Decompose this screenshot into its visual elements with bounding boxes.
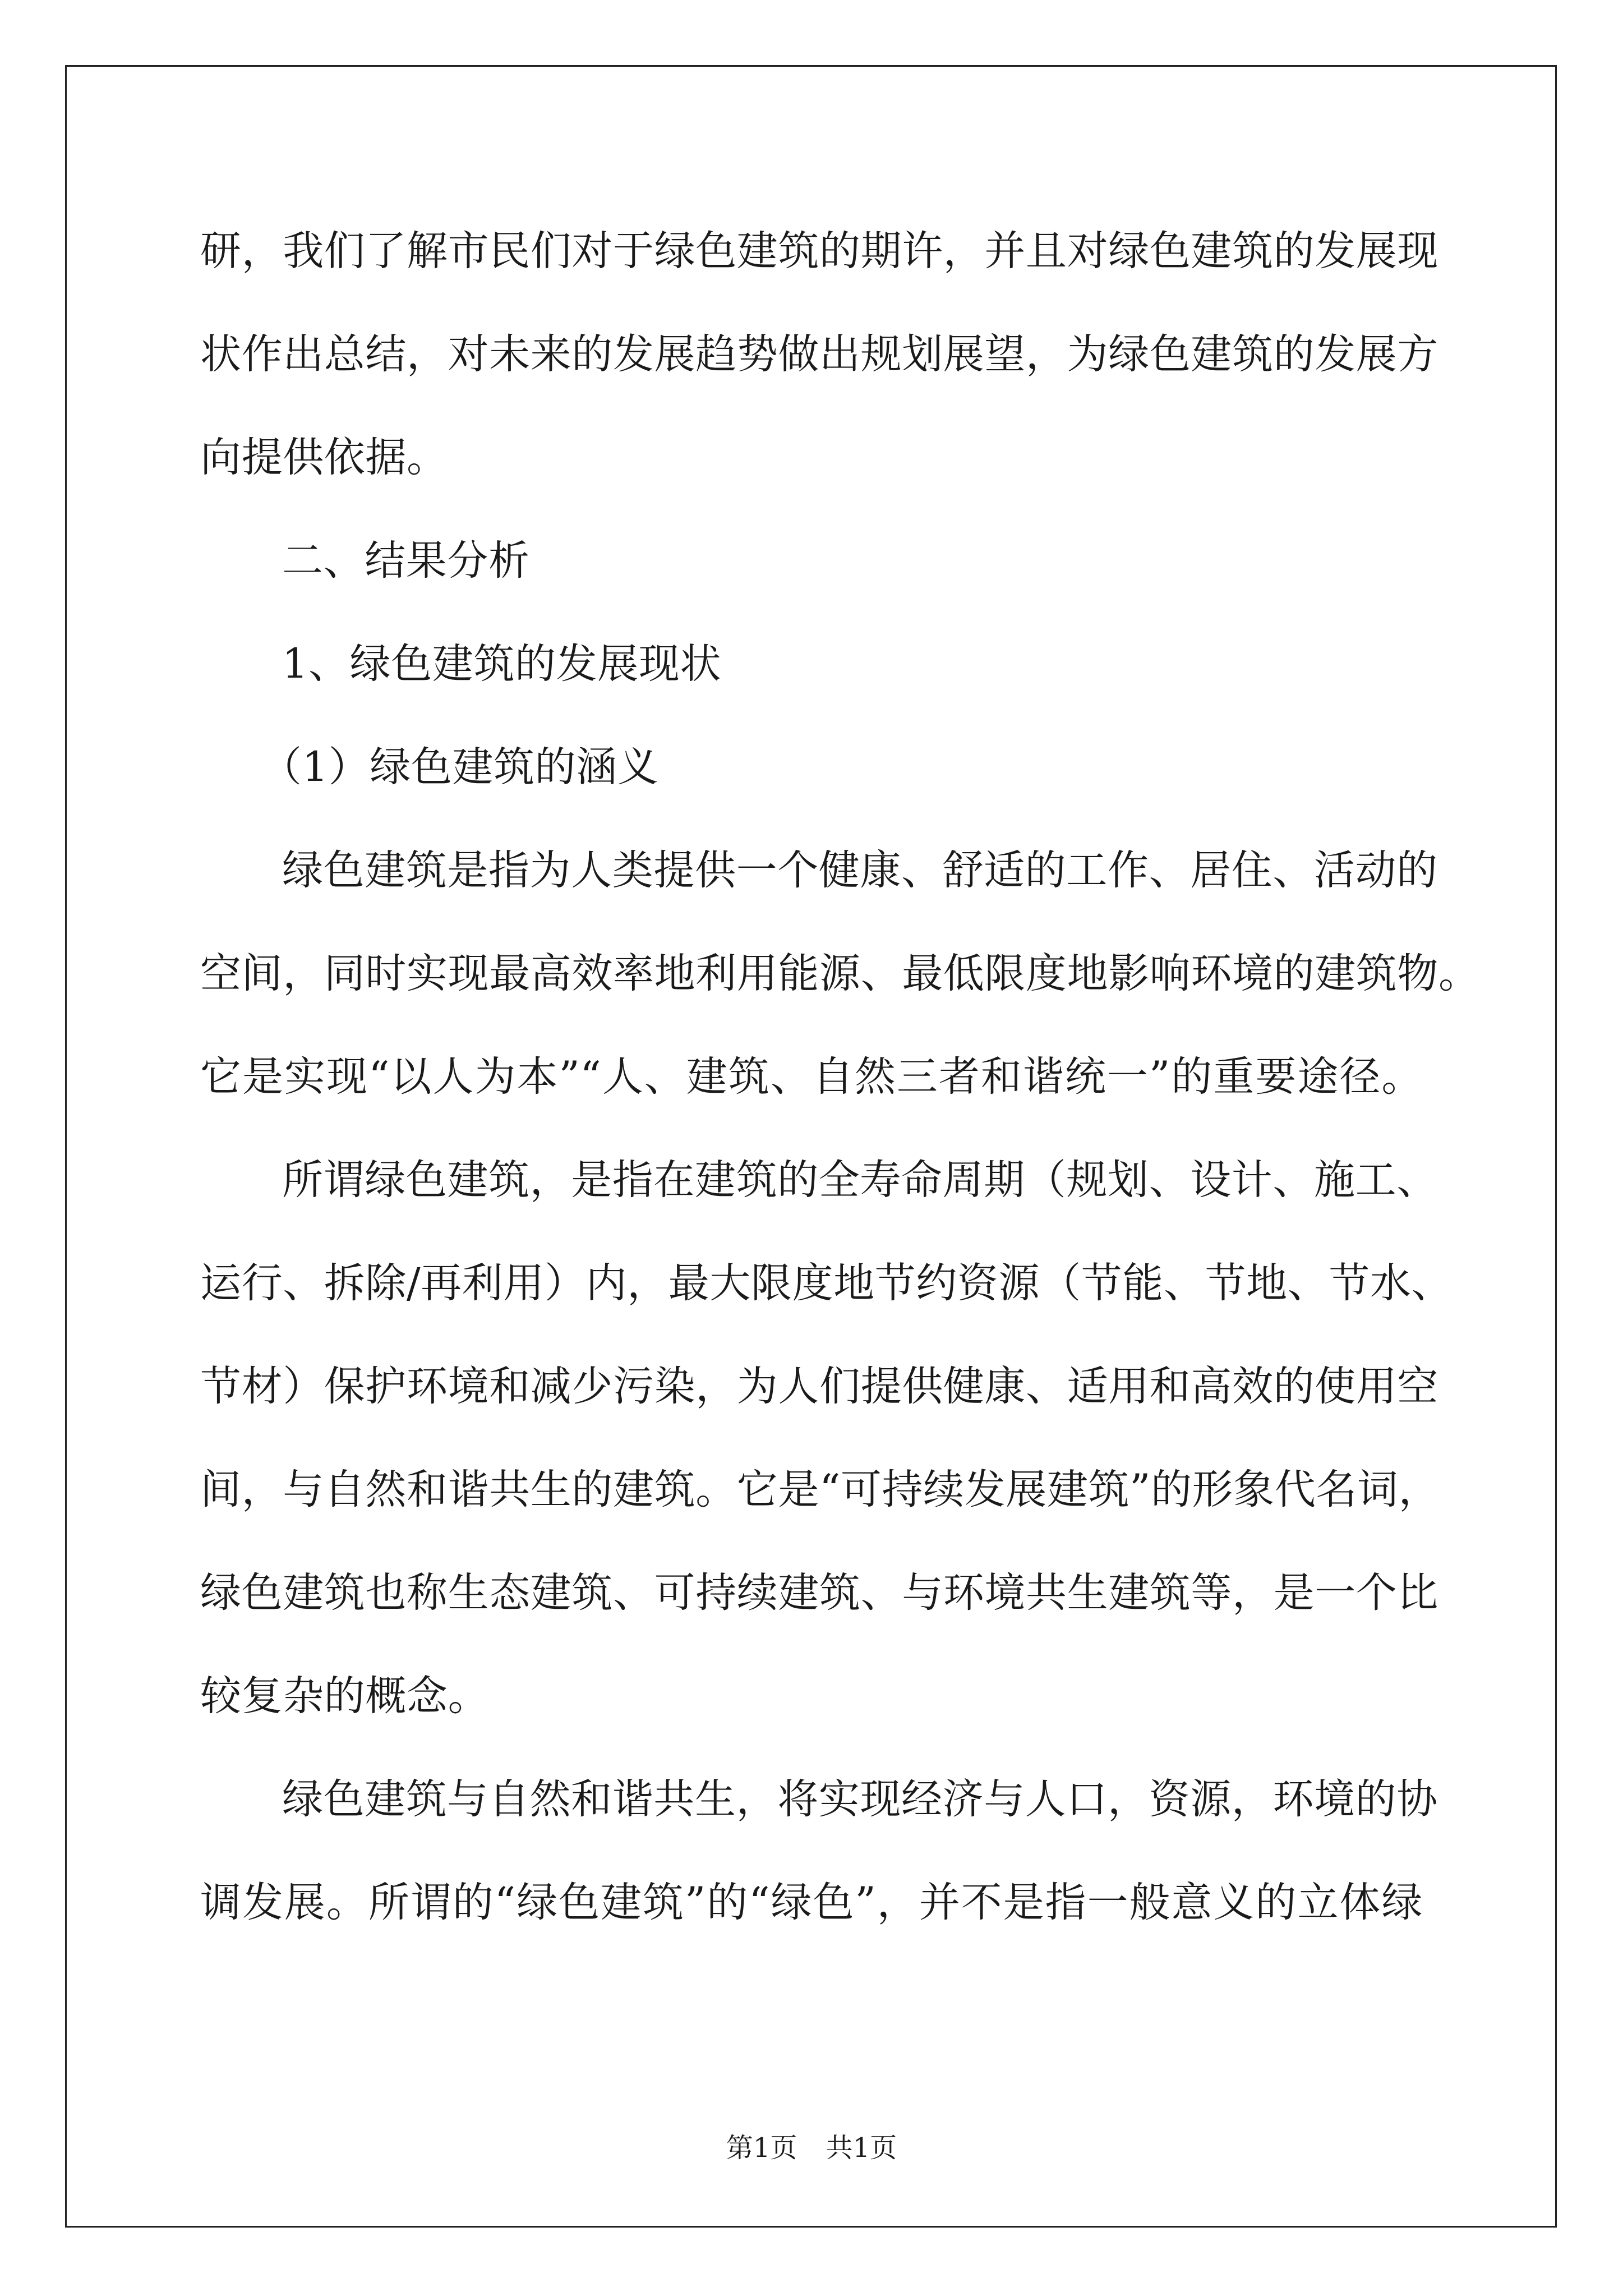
page-footer [0, 2126, 1623, 2165]
text-line: 它是实现“以人为本”“人、建筑、自然三者和谐统一”的重要途径。 [200, 1053, 1423, 1101]
text-line: 所谓绿色建筑，是指在建筑的全寿命周期（规划、设计、施工、 [282, 1156, 1438, 1204]
text-line: 间，与自然和谐共生的建筑。它是“可持续发展建筑”的形象代名词， [200, 1466, 1440, 1513]
document-body [200, 215, 1480, 1970]
page-total: 共1页 [826, 2132, 897, 2164]
text-line: 研，我们了解市民们对于绿色建筑的期许，并且对绿色建筑的发展现 [200, 227, 1438, 275]
page-number: 第1页 [726, 2132, 797, 2164]
text-line: 节材）保护环境和减少污染，为人们提供健康、适用和高效的使用空 [200, 1363, 1438, 1410]
text-line: 运行、拆除/再利用）内，最大限度地节约资源（节能、节地、节水、 [200, 1259, 1453, 1307]
text-line: 状作出总结，对未来的发展趋势做出规划展望，为绿色建筑的发展方 [200, 330, 1438, 378]
section-heading: 二、结果分析 [282, 537, 530, 585]
text-line: 较复杂的概念。 [200, 1672, 490, 1720]
text-line: 绿色建筑与自然和谐共生，将实现经济与人口，资源，环境的协 [282, 1775, 1438, 1823]
text-line: 调发展。所谓的“绿色建筑”的“绿色”，并不是指一般意义的立体绿 [200, 1879, 1423, 1926]
subsection-heading: 1、绿色建筑的发展现状 [282, 640, 722, 688]
sub-subsection-heading: （1）绿色建筑的涵义 [261, 743, 659, 791]
text-line: 向提供依据。 [200, 434, 448, 481]
text-line: 空间，同时实现最高效率地利用能源、最低限度地影响环境的建筑物。 [200, 950, 1480, 997]
text-line: 绿色建筑也称生态建筑、可持续建筑、与环境共生建筑等，是一个比 [200, 1569, 1438, 1617]
text-line: 绿色建筑是指为人类提供一个健康、舒适的工作、居住、活动的 [282, 846, 1438, 894]
